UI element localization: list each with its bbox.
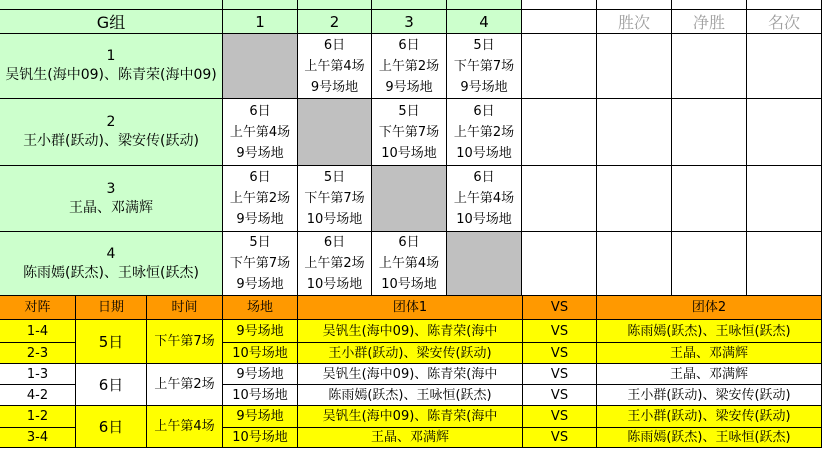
diagonal-blank-cell (447, 232, 522, 296)
schedule-header: 场地 (246, 300, 273, 315)
team2-cell[interactable] (597, 428, 822, 448)
header-strip-cell[interactable] (0, 0, 223, 10)
match-slot: 下午第7场 (378, 124, 440, 140)
time-cell[interactable] (147, 406, 223, 448)
pair-cell[interactable] (0, 406, 76, 428)
col-number-header[interactable] (372, 10, 447, 34)
team1-cell[interactable] (298, 428, 523, 448)
schedule-header-cell[interactable] (298, 296, 523, 320)
vs-label: VS (550, 409, 569, 424)
schedule-header: 团体2 (691, 300, 727, 315)
court-cell[interactable] (223, 428, 298, 448)
match-slot: 下午第7场 (453, 58, 515, 74)
team2: 陈雨嫣(跃杰)、王咏恒(跃杰) (627, 430, 791, 445)
match-court: 9号场地 (310, 79, 359, 95)
diagonal-blank-cell (223, 34, 298, 99)
header-strip-cell[interactable] (298, 0, 372, 10)
team-name: 王小群(跃动)、梁安传(跃动) (23, 133, 199, 149)
date-cell[interactable] (76, 320, 147, 364)
court-cell[interactable] (223, 385, 298, 406)
schedule-header: 团体1 (392, 300, 428, 315)
pair-cell[interactable] (0, 385, 76, 406)
team2-cell[interactable] (597, 364, 822, 385)
header-strip-cell[interactable] (372, 0, 447, 10)
schedule-header-cell[interactable] (0, 296, 76, 320)
team1: 王晶、邓满辉 (370, 430, 449, 445)
vs-cell[interactable] (523, 428, 597, 448)
stat-cell[interactable] (747, 166, 822, 232)
team1: 吴钒生(海中09)、陈青荣(海中 (322, 409, 498, 424)
court: 10号场地 (232, 345, 288, 361)
match-cell[interactable] (447, 34, 522, 99)
team1-cell[interactable] (298, 343, 523, 364)
match-date: 6日 (398, 37, 420, 53)
team1: 陈雨嫣(跃杰)、王咏恒(跃杰) (328, 387, 492, 403)
stat-cell[interactable] (747, 232, 822, 296)
match-cell[interactable] (223, 166, 298, 232)
col-number: 3 (404, 12, 414, 31)
team1: 吴钒生(海中09)、陈青荣(海中 (322, 366, 498, 382)
court: 9号场地 (236, 409, 284, 424)
match-cell[interactable] (372, 232, 447, 296)
team-name: 吴钒生(海中09)、陈青荣(海中09) (5, 67, 217, 83)
pair: 4-2 (26, 387, 49, 403)
date-cell[interactable] (76, 364, 147, 406)
stat-cell[interactable] (597, 232, 672, 296)
stat-cell[interactable] (597, 166, 672, 232)
stat-header: 净胜 (692, 13, 725, 32)
match-date: 6日 (473, 103, 495, 119)
match-court: 9号场地 (385, 79, 433, 95)
schedule-header-cell[interactable] (76, 296, 147, 320)
match-court: 9号场地 (236, 145, 284, 161)
team1-cell[interactable] (298, 320, 523, 343)
match-slot: 上午第4场 (378, 256, 440, 271)
team1-cell[interactable] (298, 385, 523, 406)
team2-cell[interactable] (597, 385, 822, 406)
stat-header: 名次 (767, 13, 800, 32)
stat-cell[interactable] (597, 99, 672, 166)
team2-cell[interactable] (597, 343, 822, 364)
team2: 王小群(跃动)、梁安传(跃动) (627, 387, 791, 403)
time-slot: 上午第2场 (154, 377, 215, 392)
court-cell[interactable] (223, 320, 298, 343)
match-slot: 上午第2场 (378, 58, 440, 74)
schedule-header-cell[interactable] (597, 296, 822, 320)
time-cell[interactable] (147, 364, 223, 406)
vs-cell[interactable] (523, 385, 597, 406)
group-title-cell[interactable] (0, 10, 223, 34)
match-slot: 上午第4场 (304, 58, 365, 74)
vs-label: VS (550, 366, 569, 382)
col-number: 1 (255, 12, 265, 31)
match-cell[interactable] (223, 232, 298, 296)
match-date: 6日 (249, 170, 271, 185)
blank-cell[interactable] (522, 34, 597, 99)
court: 10号场地 (232, 387, 288, 403)
match-court: 10号场地 (456, 145, 512, 161)
match-cell[interactable] (372, 34, 447, 99)
stat-cell[interactable] (672, 34, 747, 99)
match-slot: 上午第2场 (229, 191, 291, 206)
header-strip-cell[interactable] (747, 0, 822, 10)
team2-cell[interactable] (597, 320, 822, 343)
stat-header-cell[interactable] (747, 10, 822, 34)
vs-label: VS (550, 430, 569, 445)
schedule-header-cell[interactable] (223, 296, 298, 320)
header-strip-cell[interactable] (672, 0, 747, 10)
vs-cell[interactable] (523, 406, 597, 428)
blank-header-cell[interactable] (522, 10, 597, 34)
vs-label: VS (550, 345, 569, 361)
court-cell[interactable] (223, 406, 298, 428)
match-date: 5日 (323, 170, 346, 185)
match-slot: 上午第4场 (453, 191, 515, 206)
date-cell[interactable] (76, 406, 147, 448)
team2: 王晶、邓满辉 (669, 366, 748, 382)
pair-cell[interactable] (0, 343, 76, 364)
match-court: 9号场地 (460, 79, 508, 95)
court: 9号场地 (236, 323, 284, 339)
schedule-header: 对阵 (24, 300, 51, 315)
header-strip-cell[interactable] (522, 0, 597, 10)
team2: 陈雨嫣(跃杰)、王咏恒(跃杰) (627, 323, 791, 339)
team-name: 陈雨嫣(跃杰)、王咏恒(跃杰) (23, 264, 199, 281)
stat-cell[interactable] (597, 34, 672, 99)
date: 6日 (98, 418, 124, 436)
stat-cell[interactable] (747, 99, 822, 166)
header-strip-cell[interactable] (597, 0, 672, 10)
stat-cell[interactable] (672, 166, 747, 232)
stat-header-cell[interactable] (672, 10, 747, 34)
match-date: 5日 (398, 103, 420, 119)
pair: 3-4 (26, 430, 49, 445)
match-date: 6日 (473, 170, 495, 185)
group-title: G组 (96, 13, 126, 32)
vs-cell[interactable] (523, 320, 597, 343)
team-name-cell[interactable] (0, 99, 223, 166)
match-slot: 上午第2场 (304, 256, 365, 271)
match-slot: 上午第4场 (229, 124, 291, 140)
match-cell[interactable] (447, 166, 522, 232)
col-number: 2 (329, 12, 340, 31)
stat-header-cell[interactable] (597, 10, 672, 34)
date: 5日 (98, 333, 124, 351)
match-court: 10号场地 (381, 277, 437, 292)
stat-header: 胜次 (617, 13, 650, 32)
team2: 王晶、邓满辉 (669, 345, 748, 361)
team2-cell[interactable] (597, 406, 822, 428)
court-cell[interactable] (223, 343, 298, 364)
match-court: 10号场地 (306, 277, 363, 292)
match-cell[interactable] (372, 99, 447, 166)
stat-cell[interactable] (672, 99, 747, 166)
col-number-header[interactable] (223, 10, 298, 34)
match-cell[interactable] (298, 34, 372, 99)
court-cell[interactable] (223, 364, 298, 385)
team-number: 4 (106, 245, 116, 262)
vs-label: VS (550, 387, 569, 403)
team-number: 1 (106, 48, 116, 64)
header-strip-cell[interactable] (223, 0, 298, 10)
vs-cell[interactable] (523, 343, 597, 364)
pair-cell[interactable] (0, 364, 76, 385)
diagonal-blank-cell (298, 99, 372, 166)
team-name-cell[interactable] (0, 166, 223, 232)
match-court: 9号场地 (236, 277, 284, 292)
team-name-cell[interactable] (0, 34, 223, 99)
match-date: 5日 (473, 37, 495, 53)
schedule-header-cell[interactable] (523, 296, 597, 320)
pair: 1-3 (26, 366, 49, 382)
pair: 1-2 (26, 409, 49, 424)
match-court: 10号场地 (456, 212, 512, 227)
match-cell[interactable] (223, 99, 298, 166)
pair-cell[interactable] (0, 428, 76, 448)
team-number: 3 (106, 180, 116, 197)
pair: 2-3 (26, 345, 49, 361)
time-slot: 下午第7场 (154, 334, 215, 349)
match-slot: 下午第7场 (304, 191, 365, 206)
court: 9号场地 (236, 366, 284, 382)
match-slot: 上午第2场 (453, 124, 515, 140)
match-cell[interactable] (298, 166, 372, 232)
time-slot: 上午第4场 (154, 419, 215, 434)
schedule-header-cell[interactable] (147, 296, 223, 320)
match-date: 6日 (323, 37, 346, 53)
blank-cell[interactable] (522, 99, 597, 166)
team1: 吴钒生(海中09)、陈青荣(海中 (322, 323, 498, 339)
team-name: 王晶、邓满辉 (69, 199, 153, 216)
pair-cell[interactable] (0, 320, 76, 343)
match-date: 5日 (249, 235, 271, 250)
team2: 王小群(跃动)、梁安传(跃动) (627, 409, 791, 424)
match-court: 10号场地 (306, 212, 363, 227)
match-date: 6日 (323, 235, 346, 250)
schedule-header: 日期 (97, 300, 124, 315)
match-date: 6日 (249, 103, 271, 119)
header-strip-cell[interactable] (447, 0, 522, 10)
pair: 1-4 (26, 323, 49, 339)
team1-cell[interactable] (298, 406, 523, 428)
date: 6日 (98, 376, 124, 394)
match-court: 10号场地 (381, 145, 437, 161)
match-cell[interactable] (298, 232, 372, 296)
match-cell[interactable] (447, 99, 522, 166)
schedule-header: VS (550, 300, 569, 315)
time-cell[interactable] (147, 320, 223, 364)
schedule-header: 时间 (171, 300, 198, 315)
col-number-header[interactable] (298, 10, 372, 34)
match-date: 6日 (398, 235, 420, 250)
stat-cell[interactable] (672, 232, 747, 296)
vs-label: VS (550, 323, 569, 339)
match-slot: 下午第7场 (229, 256, 291, 271)
team-name-cell[interactable] (0, 232, 223, 296)
col-number: 4 (479, 12, 489, 31)
blank-cell[interactable] (522, 166, 597, 232)
court: 10号场地 (232, 430, 288, 445)
team1: 王小群(跃动)、梁安传(跃动) (328, 345, 492, 361)
match-court: 9号场地 (236, 212, 284, 227)
blank-cell[interactable] (522, 232, 597, 296)
vs-cell[interactable] (523, 364, 597, 385)
col-number-header[interactable] (447, 10, 522, 34)
team1-cell[interactable] (298, 364, 523, 385)
team-number: 2 (106, 114, 116, 130)
stat-cell[interactable] (747, 34, 822, 99)
diagonal-blank-cell (372, 166, 447, 232)
